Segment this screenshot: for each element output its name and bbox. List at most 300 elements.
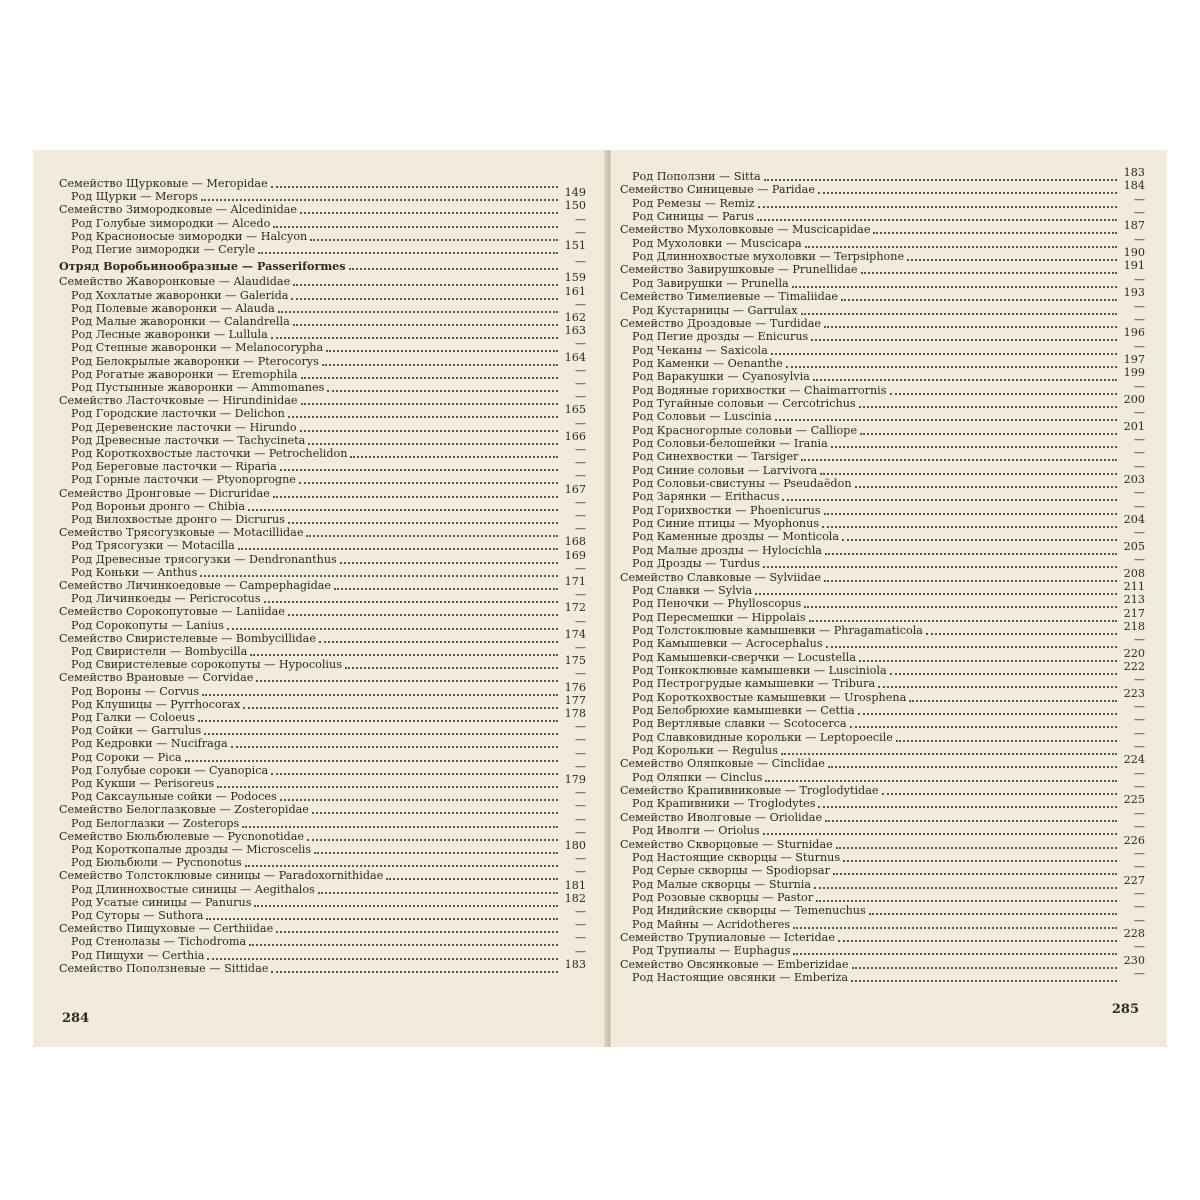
dot-leader [775, 419, 1117, 421]
entry-page-number: — [574, 825, 586, 839]
index-family-entry [59, 177, 586, 191]
index-genus-entry [71, 693, 586, 712]
dot-leader [859, 406, 1117, 408]
entry-title: Род Короткохвостые ласточки — Petrochelidon [71, 447, 348, 460]
dot-leader [801, 313, 1117, 315]
entry-title: Род Лесные жаворонки — Lullula [71, 328, 268, 342]
index-family-entry [59, 627, 586, 646]
entry-title: Род Сороки — Pica [71, 750, 182, 764]
dot-leader [227, 628, 558, 630]
index-genus-entry [632, 726, 1145, 745]
entry-title: Семейство Жаворонковые — Alaudidae [59, 275, 291, 289]
entry-page-number: — [574, 944, 586, 958]
index-genus-entry [71, 284, 586, 303]
dot-leader [248, 509, 558, 511]
entry-page-number: — [574, 561, 586, 575]
entry-title: Род Трясогузки — Motacilla [71, 539, 235, 553]
entry-title: Семейство Славковые — Sylviidae [620, 570, 821, 584]
dot-leader [345, 667, 558, 669]
dot-leader [293, 324, 558, 326]
index-family-entry [620, 953, 1145, 972]
entry-page-number: 149 [564, 186, 586, 200]
entry-page-number: — [574, 865, 586, 879]
entry-title: Род Деревенские ласточки — Hirundo [71, 420, 297, 434]
dot-leader [243, 707, 558, 709]
index-genus-entry [632, 940, 1145, 958]
entry-page-number: — [1133, 766, 1145, 780]
entry-page-number: — [1133, 820, 1145, 834]
index-genus-entry [71, 720, 586, 738]
index-genus-entry [71, 931, 586, 949]
entry-title: Род Саксаульные сойки — Podoces [71, 790, 277, 804]
entry-title: Род Пегие зимородки — Ceryle [71, 243, 256, 256]
index-genus-entry [71, 905, 586, 923]
entry-title: Семейство Сорокопутовые — Laniidae [59, 605, 285, 619]
entry-title: Семейство Мухоловковые — Muscicapidae [620, 223, 871, 237]
entry-title: Род Суторы — Suthora [71, 909, 204, 922]
entry-page-number: — [574, 746, 586, 760]
dot-leader [882, 793, 1118, 795]
entry-title: Семейство Завирушковые — Prunellidae [620, 263, 858, 277]
dot-leader [824, 513, 1117, 515]
dot-leader [198, 720, 558, 722]
entry-title: Род Поползни — Sitta [632, 170, 761, 183]
entry-page-number: — [574, 931, 586, 945]
index-genus-entry [71, 239, 586, 257]
entry-title: Род Пеночки — Phylloscopus [632, 597, 802, 611]
index-family-entry [59, 601, 586, 619]
entry-title: Род Кустарницы — Garrulax [632, 303, 798, 317]
entry-title: Род Иволги — Oriolus [632, 824, 760, 838]
dot-leader [826, 646, 1117, 648]
dot-leader [841, 299, 1117, 301]
entry-title: Род Вилохвостые дронго — Dicrurus [71, 513, 285, 526]
entry-title: Род Береговые ласточки — Riparia [71, 460, 277, 474]
entry-page-number: 208 [1123, 566, 1145, 580]
index-genus-entry [632, 766, 1145, 785]
index-family-entry [59, 799, 586, 817]
entry-title: Род Синие птицы — Myophonus [632, 517, 820, 531]
dot-leader [801, 459, 1117, 461]
entry-title: Род Рогатые жаворонки — Eremophila [71, 367, 298, 381]
dot-leader [322, 364, 558, 366]
dot-leader [271, 186, 558, 188]
entry-page-number: — [574, 733, 586, 747]
index-genus-entry [632, 820, 1145, 838]
entry-page-number: 151 [564, 239, 586, 252]
entry-page-number: 172 [564, 601, 586, 615]
entry-page-number: — [574, 255, 586, 269]
index-genus-entry [632, 526, 1145, 544]
entry-title: Род Вороньи дронго — Chibia [71, 499, 246, 513]
index-family-entry [620, 566, 1145, 585]
entry-title: Семейство Бюльбюлевые — Pycnonotidae [59, 829, 305, 843]
dot-leader [878, 686, 1117, 688]
entry-title: Род Майны — Acridotheres [632, 917, 791, 931]
entry-title: Род Корольки — Regulus [632, 744, 778, 758]
dot-leader [288, 522, 558, 524]
index-genus-entry [632, 232, 1145, 251]
index-genus-entry [632, 606, 1145, 625]
index-genus-entry [71, 786, 586, 804]
index-genus-entry [632, 793, 1145, 811]
index-order-entry [59, 255, 586, 274]
entry-page-number: — [1133, 406, 1145, 420]
entry-title: Род Городские ласточки — Delichon [71, 407, 285, 421]
index-family-entry [59, 390, 586, 408]
dot-leader [824, 326, 1117, 328]
dot-leader [217, 786, 558, 788]
dot-leader [288, 416, 558, 418]
entry-page-number: — [574, 390, 586, 404]
entry-page-number: — [574, 495, 586, 509]
entry-page-number: — [574, 212, 586, 226]
entry-page-number: 191 [1123, 259, 1145, 273]
dot-leader [771, 353, 1117, 355]
entry-page-number: — [1133, 673, 1145, 687]
index-genus-entry [71, 311, 586, 329]
dot-leader [327, 390, 558, 392]
dot-leader [825, 820, 1117, 822]
index-genus-entry [632, 659, 1145, 678]
index-genus-entry [71, 186, 586, 204]
page-number: 284 [62, 1011, 90, 1026]
entry-title: Род Соловьи-свистуны — Pseudaëdon [632, 477, 852, 491]
entry-page-number: 200 [1123, 392, 1145, 406]
entry-title: Семейство Толстоклювые синицы — Paradoxornithidae [59, 869, 384, 883]
entry-page-number: 187 [1123, 219, 1145, 233]
entry-title: Род Личинкоеды — Pericrocotus [71, 592, 261, 606]
entry-title: Семейство Врановые — Corvidae [59, 671, 254, 685]
entry-title: Род Тугайные соловьи — Cercotrichus [632, 396, 856, 410]
entry-title: Род Трупиалы — Euphagus [632, 944, 791, 958]
entry-page-number: — [574, 667, 586, 681]
entry-title: Род Камышевки — Acrocephalus [632, 637, 823, 651]
dot-leader [763, 833, 1117, 835]
index-family-entry [59, 957, 586, 976]
index-genus-entry [632, 352, 1145, 371]
entry-title: Род Галки — Coloeus [71, 711, 195, 724]
entry-title: Семейство Зимородковые — Alcedinidae [59, 203, 298, 217]
entry-title: Род Славковидные корольки — Leptopoecile [632, 730, 893, 744]
entry-title: Род Полевые жаворонки — Alauda [71, 301, 275, 315]
page-number: 285 [1111, 1002, 1139, 1017]
entry-page-number: 193 [1123, 286, 1145, 300]
index-genus-entry [632, 299, 1145, 318]
entry-title: Род Розовые скворцы — Pastor [632, 890, 814, 904]
entry-page-number: — [1133, 633, 1145, 647]
entry-page-number: — [1133, 486, 1145, 500]
dot-leader [824, 580, 1117, 582]
entry-title: Род Синицы — Parus [632, 210, 755, 224]
index-genus-entry [71, 733, 586, 751]
entry-page-number: 226 [1123, 833, 1145, 847]
index-genus-entry [71, 759, 586, 778]
index-genus-entry [632, 593, 1145, 611]
dot-leader [782, 499, 1117, 501]
entry-page-number: 166 [564, 429, 586, 443]
entry-title: Род Чеканы — Saxicola [632, 343, 768, 357]
dot-leader [805, 246, 1117, 248]
entry-page-number: 168 [564, 535, 586, 549]
dot-leader [206, 918, 558, 920]
index-family-entry [620, 179, 1145, 197]
dot-leader [755, 593, 1117, 595]
dot-leader [242, 826, 558, 828]
entry-page-number: 217 [1123, 606, 1145, 620]
entry-title: Семейство Белоглазковые — Zosteropidae [59, 803, 309, 817]
entry-title: Семейство Пищуховые — Certhiidae [59, 922, 274, 936]
entry-title: Род Усатые синицы — Panurus [71, 895, 252, 909]
dot-leader [813, 379, 1117, 381]
index-genus-entry [632, 740, 1145, 758]
entry-title: Род Древесные ласточки — Tachycineta [71, 433, 306, 447]
entry-title: Род Камышевки-сверчки — Locustella [632, 650, 857, 664]
entry-page-number: — [1133, 459, 1145, 473]
entry-page-number: 179 [564, 773, 586, 786]
entry-page-number: — [1133, 940, 1145, 954]
entry-page-number: 183 [1123, 166, 1145, 179]
index-genus-entry [71, 891, 586, 910]
index-family-entry [620, 286, 1145, 304]
entry-title: Род Мухоловки — Muscicapa [632, 236, 802, 250]
entry-page-number: — [1133, 846, 1145, 860]
entry-page-number: 164 [564, 350, 586, 364]
entry-page-number: — [574, 799, 586, 813]
dot-leader [822, 526, 1117, 528]
index-genus-entry [632, 513, 1145, 531]
entry-title: Род Стенолазы — Tichodroma [71, 935, 247, 949]
entry-page-number: 213 [1123, 593, 1145, 607]
index-genus-entry [632, 886, 1145, 905]
entry-title: Род Тонкоклювые камышевки — Lusciniola [632, 663, 887, 677]
entry-page-number: — [574, 614, 586, 628]
dot-leader [781, 753, 1117, 755]
index-genus-entry [71, 773, 586, 791]
index-genus-entry [71, 429, 586, 448]
entry-title: Род Водяные горихвостки — Chaimarrornis [632, 383, 887, 397]
index-genus-entry [71, 337, 586, 355]
entry-title: Род Серые скворцы — Spodiopsar [632, 864, 830, 878]
index-genus-entry [632, 206, 1145, 224]
dot-leader [307, 839, 558, 841]
entry-title: Семейство Трясогузковые — Motacillidae [59, 526, 304, 540]
entry-title: Род Короткопалые дрозды — Microscelis [71, 843, 312, 856]
entry-page-number: — [574, 509, 586, 522]
entry-page-number: 205 [1123, 539, 1145, 553]
index-family-entry [59, 575, 586, 593]
entry-title: Род Малые дрозды — Hylocichla [632, 543, 822, 557]
index-genus-entry [632, 846, 1145, 865]
entry-title: Род Дрозды — Turdus [632, 557, 761, 571]
dot-leader [273, 226, 558, 228]
index-genus-entry [632, 192, 1145, 211]
entry-title: Род Клушицы — Pyrrhocorax [71, 697, 241, 711]
index-genus-entry [632, 646, 1145, 665]
dot-leader [907, 259, 1117, 261]
dot-leader [818, 806, 1117, 808]
entry-title: Семейство Овсянковые — Emberizidae [620, 957, 849, 971]
index-genus-entry [632, 392, 1145, 411]
entry-page-number: 218 [1123, 619, 1145, 633]
dot-leader [306, 535, 558, 537]
entry-page-number: — [1133, 860, 1145, 874]
entry-page-number: — [1133, 806, 1145, 820]
dot-leader [869, 913, 1117, 915]
entry-title: Род Завирушки — Prunella [632, 276, 789, 290]
entry-page-number: — [1133, 740, 1145, 754]
entry-title: Семейство Свиристелевые — Bombycillidae [59, 631, 316, 645]
index-genus-entry [632, 579, 1145, 598]
index-family-entry [620, 312, 1145, 331]
index-genus-entry [71, 350, 586, 369]
entry-title: Семейство Поползневые — Sittidae [59, 961, 269, 975]
dot-leader [909, 700, 1117, 702]
dot-leader [763, 566, 1117, 568]
dot-leader [860, 433, 1117, 435]
dot-leader [890, 393, 1117, 395]
dot-leader [273, 496, 558, 498]
index-genus-entry [71, 225, 586, 244]
index-genus-entry [632, 166, 1145, 184]
entry-page-number: 197 [1123, 352, 1145, 366]
entry-page-number: 203 [1123, 473, 1145, 487]
index-genus-entry [71, 746, 586, 765]
index-genus-entry [71, 324, 586, 342]
index-genus-entry [632, 459, 1145, 478]
dot-leader [858, 713, 1117, 715]
entry-page-number: 183 [564, 957, 586, 971]
index-genus-entry [632, 326, 1145, 344]
entry-page-number: — [1133, 192, 1145, 206]
dot-leader [299, 482, 558, 484]
entry-page-number: — [574, 377, 586, 390]
entry-title: Семейство Ласточковые — Hirundinidae [59, 394, 298, 408]
entry-title: Род Пегие дрозды — Enicurus [632, 330, 809, 344]
dot-leader [758, 206, 1117, 208]
entry-page-number: 167 [564, 482, 586, 496]
entry-page-number: — [574, 905, 586, 918]
entry-page-number: 169 [564, 548, 586, 562]
right-index-list [611, 150, 1167, 1047]
dot-leader [786, 366, 1117, 368]
dot-leader [765, 780, 1117, 782]
index-genus-entry [632, 446, 1145, 464]
entry-title: Семейство Крапивниковые — Troglodytidae [620, 784, 879, 798]
dot-leader [207, 958, 558, 960]
entry-title: Семейство Иволговые — Oriolidae [620, 810, 823, 824]
dot-leader [264, 601, 558, 603]
dot-leader [764, 179, 1117, 181]
entry-title: Семейство Щурковые — Meropidae [59, 177, 268, 190]
index-family-entry [59, 199, 586, 217]
entry-page-number: 163 [564, 324, 586, 338]
index-genus-entry [71, 680, 586, 699]
index-family-entry [59, 522, 586, 540]
index-genus-entry [632, 700, 1145, 718]
index-genus-entry [71, 469, 586, 487]
entry-title: Семейство Скворцовые — Sturnidae [620, 837, 833, 851]
entry-page-number: 174 [564, 627, 586, 641]
index-genus-entry [71, 509, 586, 527]
entry-page-number: — [1133, 967, 1145, 980]
dot-leader [851, 980, 1117, 982]
entry-title: Род Пересмешки — Hippolais [632, 610, 806, 624]
right-page [611, 150, 1167, 1047]
entry-title: Семейство Личинкоедовые — Campephagidae [59, 579, 332, 592]
entry-page-number: 227 [1123, 873, 1145, 887]
index-genus-entry [71, 561, 586, 580]
entry-page-number: — [1133, 499, 1145, 513]
entry-title: Род Короткохвостые камышевки — Urosphena [632, 690, 907, 704]
index-genus-entry [71, 297, 586, 316]
dot-leader [300, 430, 558, 432]
entry-page-number: — [574, 812, 586, 826]
dot-leader [809, 620, 1117, 622]
entry-title: Семейство Дроздовые — Turdidae [620, 316, 822, 330]
index-genus-entry [71, 212, 586, 231]
entry-title: Род Красногорлые соловьи — Calliope [632, 423, 858, 437]
entry-page-number: — [574, 443, 586, 456]
entry-title: Род Пестрогрудые камышевки — Tribura [632, 677, 876, 691]
dot-leader [204, 733, 558, 735]
dot-leader [793, 927, 1117, 929]
entry-page-number: — [574, 918, 586, 932]
dot-leader [926, 633, 1117, 635]
index-genus-entry [632, 406, 1145, 424]
entry-title: Род Длиннохвостые синицы — Aegithalos [71, 882, 315, 896]
index-genus-entry [71, 839, 586, 857]
index-genus-entry [71, 403, 586, 421]
entry-title: Род Сорокопуты — Lanius [71, 618, 224, 632]
entry-page-number: — [574, 225, 586, 239]
index-genus-entry [632, 633, 1145, 651]
dot-leader [804, 606, 1117, 608]
entry-title: Род Каменки — Oenanthe [632, 356, 783, 370]
dot-leader [200, 575, 558, 577]
entry-page-number: — [1133, 379, 1145, 393]
entry-title: Род Голубые сороки — Cyanopica [71, 763, 269, 777]
dot-leader [814, 887, 1117, 889]
index-family-entry [620, 806, 1145, 825]
index-family-entry [59, 667, 586, 685]
entry-page-number: 180 [564, 839, 586, 852]
index-genus-entry [632, 967, 1145, 985]
dot-leader [245, 865, 558, 867]
dot-leader [859, 660, 1117, 662]
dot-leader [310, 239, 558, 241]
dot-leader [312, 812, 558, 814]
dot-leader [278, 311, 558, 313]
dot-leader [340, 562, 558, 564]
entry-title: Род Настоящие скворцы — Sturnus [632, 850, 841, 864]
entry-page-number: 177 [564, 693, 586, 707]
dot-leader [792, 286, 1117, 288]
index-family-entry [620, 753, 1145, 771]
entry-title: Род Синехвостки — Tarsiger [632, 450, 799, 464]
index-genus-entry [632, 419, 1145, 438]
index-genus-entry [71, 852, 586, 870]
dot-leader [833, 873, 1117, 875]
entry-page-number: 159 [564, 271, 586, 285]
dot-leader [850, 726, 1117, 728]
index-family-entry [59, 865, 586, 883]
entry-title: Род Настоящие овсянки — Emberiza [632, 971, 849, 984]
dot-leader [318, 892, 558, 894]
entry-title: Род Кукши — Perisoreus [71, 777, 215, 790]
index-genus-entry [71, 654, 586, 672]
dot-leader [852, 967, 1117, 969]
